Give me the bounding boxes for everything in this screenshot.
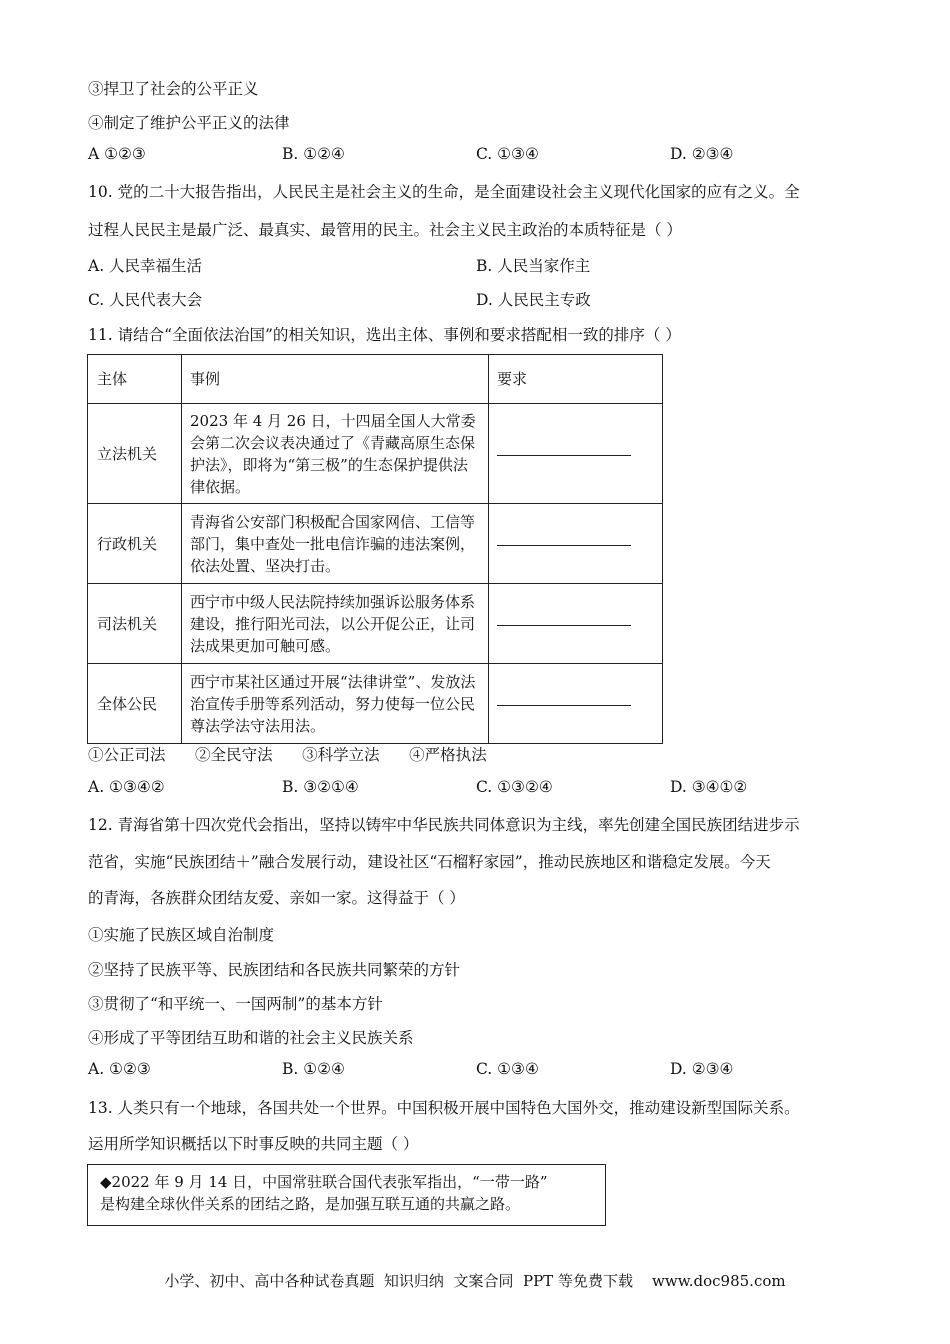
header-subject: 主体 — [88, 355, 182, 404]
q11-stem: 11. 请结合“全面依法治国”的相关知识，选出主体、事例和要求搭配相一致的排序（ ） — [88, 326, 681, 344]
table-row — [88, 584, 663, 664]
answer-blank-line — [497, 624, 631, 626]
page-footer: 小学、初中、高中各种试卷真题 知识归纳 文案合同 PPT 等免费下载 www.doc985.com — [164, 1272, 786, 1290]
row-requirement-blank — [489, 664, 663, 744]
q12-stem-line-2: 范省，实施“民族团结＋”融合发展行动，建设社区“石榴籽家园”，推动民族地区和谐稳定发展。今天 — [88, 853, 771, 871]
header-requirement: 要求 — [489, 355, 663, 404]
q9-option-d: D. ②③④ — [670, 145, 734, 163]
answer-blank-line — [497, 544, 631, 546]
table-header-row — [88, 355, 663, 404]
answer-blank-line — [497, 704, 631, 706]
q11-choices: ①公正司法 ②全民守法 ③科学立法 ④严格执法 — [88, 746, 487, 764]
q12-item-2: ②坚持了民族平等、民族团结和各民族共同繁荣的方针 — [88, 961, 461, 979]
q10-option-b: B. 人民当家作主 — [476, 257, 591, 275]
q13-news-line-1: ◆2022 年 9 月 14 日，中国常驻联合国代表张军指出，“一带一路” — [100, 1173, 548, 1191]
q9-item-3: ③捍卫了社会的公平正义 — [88, 80, 259, 98]
row-example: 西宁市某社区通过开展“法律讲堂”、发放法治宣传手册等系列活动，努力使每一位公民尊法学法守法用法。 — [182, 664, 489, 744]
q13-news-box — [87, 1164, 606, 1226]
q12-option-b: B. ①②④ — [282, 1060, 345, 1078]
answer-blank-line — [497, 454, 631, 456]
table-row — [88, 404, 663, 504]
row-requirement-blank — [489, 404, 663, 504]
q9-item-4: ④制定了维护公平正义的法律 — [88, 114, 290, 132]
q12-option-d: D. ②③④ — [670, 1060, 734, 1078]
q10-stem-line-1: 10. 党的二十大报告指出，人民民主是社会主义的生命，是全面建设社会主义现代化国家的应有之义。全 — [88, 183, 800, 201]
q13-news-line-2: 是构建全球伙伴关系的团结之路，是加强互联互通的共赢之路。 — [100, 1195, 521, 1213]
q11-option-b: B. ③②①④ — [282, 778, 359, 796]
q11-option-a: A. ①③④② — [88, 778, 165, 796]
q12-item-4: ④形成了平等团结互助和谐的社会主义民族关系 — [88, 1029, 414, 1047]
row-requirement-blank — [489, 504, 663, 584]
q12-stem-line-3: 的青海，各族群众团结友爱、亲如一家。这得益于（ ） — [88, 889, 465, 907]
q12-option-c: C. ①③④ — [476, 1060, 539, 1078]
q10-option-c: C. 人民代表大会 — [88, 291, 203, 309]
header-example: 事例 — [182, 355, 489, 404]
row-subject: 行政机关 — [88, 504, 182, 584]
q11-table — [87, 354, 663, 744]
row-example: 西宁市中级人民法院持续加强诉讼服务体系建设，推行阳光司法，以公开促公正，让司法成果更加可触可感。 — [182, 584, 489, 664]
table-row — [88, 664, 663, 744]
row-subject: 司法机关 — [88, 584, 182, 664]
row-subject: 立法机关 — [88, 404, 182, 504]
q10-stem-line-2: 过程人民民主是最广泛、最真实、最管用的民主。社会主义民主政治的本质特征是（ ） — [88, 221, 682, 239]
row-requirement-blank — [489, 584, 663, 664]
q12-stem-line-1: 12. 青海省第十四次党代会指出，坚持以铸牢中华民族共同体意识为主线，率先创建全国民族团结进步示 — [88, 816, 800, 834]
row-subject: 全体公民 — [88, 664, 182, 744]
q10-option-a: A. 人民幸福生活 — [88, 257, 203, 275]
q11-option-d: D. ③④①② — [670, 778, 748, 796]
q10-option-d: D. 人民民主专政 — [476, 291, 591, 309]
q11-option-c: C. ①③②④ — [476, 778, 553, 796]
q12-item-1: ①实施了民族区域自治制度 — [88, 926, 275, 944]
q9-option-b: B. ①②④ — [282, 145, 345, 163]
q12-option-a: A. ①②③ — [88, 1060, 151, 1078]
q13-stem-line-1: 13. 人类只有一个地球，各国共处一个世界。中国积极开展中国特色大国外交，推动建设新型国际关系。 — [88, 1099, 800, 1117]
q12-item-3: ③贯彻了“和平统一、一国两制”的基本方针 — [88, 995, 383, 1013]
row-example: 青海省公安部门积极配合国家网信、工信等部门，集中查处一批电信诈骗的违法案例，依法处置、坚决打击。 — [182, 504, 489, 584]
q9-option-c: C. ①③④ — [476, 145, 539, 163]
q13-stem-line-2: 运用所学知识概括以下时事反映的共同主题（ ） — [88, 1135, 419, 1153]
row-example: 2023 年 4 月 26 日，十四届全国人大常委会第二次会议表决通过了《青藏高原生态保护法》，即将为“第三极”的生态保护提供法律依据。 — [182, 404, 489, 504]
table-row — [88, 504, 663, 584]
q9-option-a: A ①②③ — [88, 145, 146, 163]
